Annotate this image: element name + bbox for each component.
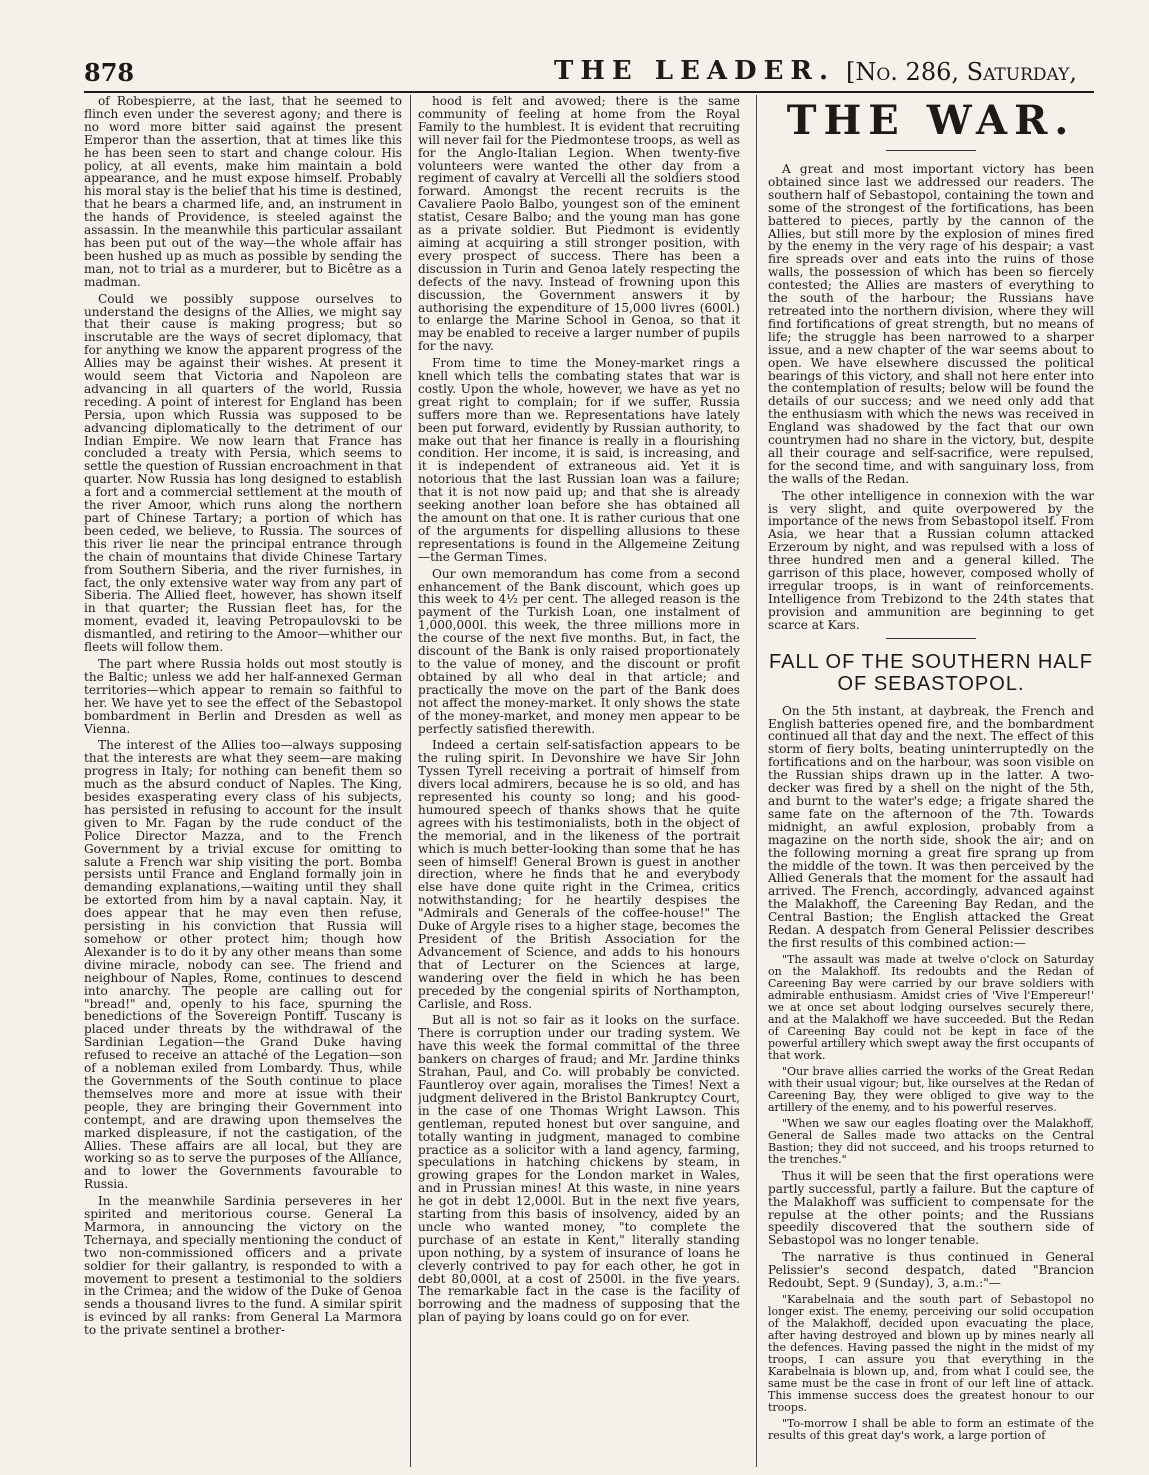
- facing-page-edge: [1126, 100, 1146, 1400]
- column-2: [418, 95, 740, 1470]
- article-paragraph: The narrative is thus continued in General Pelissier's second despatch, dated "Brancion Redoubt, Sept. 9 (Sunday), 3, a.m.:"—: [768, 1250, 1094, 1291]
- article-paragraph: Our own memorandum has come from a second enhancement of the Bank discount, which goes up this week to 4½ per cent. The alleged reason is the payment of the Turkish Loan, one instalment of 1,000,000l. this week, the three millions more in the course of the next five months. But, in fact, the discount of the Bank is only raised proportionately to the value of money, and the discount or profit obtained by all who deal in that article; and practically the move on the part of the Bank does not affect the money-market. It only shows the state of the money-market, and money men appear to be perfectly satisfied therewith.: [418, 566, 740, 736]
- header-rule: [84, 91, 1094, 93]
- newspaper-title: THE LEADER.: [554, 56, 836, 86]
- column-divider: [756, 95, 757, 1467]
- section-title: THE WAR.: [786, 97, 1076, 144]
- article-paragraph: Indeed a certain self-satisfaction appears to be the ruling spirit. In Devonshire we have Sir John Tyssen Tyrell receiving a portrait of himself from divers local admirers, because he is so old, and has represented his county so long; and his good-humoured speech of thanks shows that he quite agrees with his testimonialists, both in the object of the memorial, and in the likeness of the portrait which is much better-looking than some that he has seen of himself! General Brown is guest in another direction, where he finds that he and everybody else have done quite right in the Crimea, critics notwithstanding; for he heartily despises the "Admirals and Generals of the coffee-house!" The Duke of Argyle rises to a higher stage, becomes the President of the British Association for the Advancement of Science, and adds to his honours that of Lecturer on the Sciences at large, wandering over the field in which he has been preceded by the congenial spirits of Northampton, Carlisle, and Ross.: [418, 738, 740, 1011]
- article-paragraph: Thus it will be seen that the first operations were partly successful, partly a failure. But the capture of the Malakhoff was sufficient to compensate for the repulse at the other points; and the Russians speedily discovered that the southern side of Sebastopol was no longer tenable.: [768, 1168, 1094, 1248]
- page-header: [84, 58, 1094, 88]
- article-paragraph: The other intelligence in connexion with the war is very slight, and quite overpowered by the importance of the news from Sebastopol itself. From Asia, we hear that a Russian column attacked Erzeroum by night, and was repulsed with a loss of three hundred men and a general killed. The garrison of this place, however, composed wholly of irregular troops, is in want of reinforcements. Intelligence from Trebizond to the 24th states that provision and ammunition are beginning to get scarce at Kars.: [768, 488, 1094, 632]
- issue-info: [No. 286, Saturday,: [846, 58, 1077, 86]
- quoted-despatch: "Our brave allies carried the works of the Great Redan with their usual vigour; but, like ourselves at the Redan of Careening Bay, they were obliged to give way to the artillery of the enemy, and to his powerful reserves.: [768, 1064, 1094, 1114]
- quoted-despatch: "The assault was made at twelve o'clock on Saturday on the Malakhoff. Its redoubts and the Redan of Careening Bay were carried by our brave soldiers with admirable enthusiasm. Amidst cries of 'Vive l'Empereur!' we at once set about lodging ourselves securely there, and at the Malakhoff we have succeeded. But the Redan of Careening Bay could not be kept in face of the powerful artillery which swept away the first occupants of that work.: [768, 952, 1094, 1062]
- section-rule: [886, 150, 976, 151]
- article-paragraph: But all is not so fair as it looks on the surface. There is corruption under our trading system. We have this week the formal committal of the three bankers on charges of fraud; and Mr. Jardine thinks Strahan, Paul, and Co. will probably be convicted. Fauntleroy over again, moralises the Times! Next a judgment delivered in the Bristol Bankruptcy Court, in the case of one Thomas Wright Lawson. This gentleman, reputed honest but over sanguine, and totally wanting in judgment, managed to combine practice as a solicitor with a land agency, farming, speculations in hatching chickens by steam, in growing grapes for the London market in Wales, and in Prussian mines! At this waste, in nine years he got in debt 12,000l. But in the next five years, starting from this basis of insolvency, aided by an uncle who wanted money, "to complete the purchase of an estate in Kent," literally standing upon nothing, by a system of insurance of loans he cleverly contrived to pay for each other, he got in debt 80,000l, at a cost of 2500l. in the five years. The remarkable fact in the case is the facility of borrowing and the madness of supposing that the plan of paying by loans could go on for ever.: [418, 1013, 740, 1325]
- quoted-despatch: "When we saw our eagles floating over the Malakhoff, General de Salles made two attacks on the Central Bastion; they did not succeed, and his troops returned to the trenches.": [768, 1116, 1094, 1166]
- quoted-despatch: "To-morrow I shall be able to form an estimate of the results of this great day's work, a large portion of: [768, 1417, 1094, 1442]
- article-paragraph: The interest of the Allies too—always supposing that the interests are what they seem—are making progress in Italy; for nothing can benefit them so much as the absurd conduct of Naples. The King, besides exasperating every class of his subjects, has persisted in refusing to account for the insult given to Mr. Fagan by the rude conduct of the Police Director Mazza, and to the French Government by a trivial excuse for omitting to salute a French war ship visiting the port. Bomba persists until France and England formally join in demanding explanations,—waiting until they shall be extorted from him by a naval captain. Nay, it does appear that he may even then refuse, persisting in his conviction that Russia will somehow or other protect him; though how Alexander is to do it by any other means than some divine miracle, nobody can see. The friend and neighbour of Naples, Rome, continues to descend into anarchy. The people are calling out for "bread!" and, openly to his face, spurning the benedictions of the Sovereign Pontiff. Tuscany is placed under threats by the withdrawal of the Sardinian Legation—the Grand Duke having refused to receive an attaché of the Legation—son of a nobleman exiled from Lombardy. Thus, while the Governments of the South continue to place themselves more and more at issue with their people, they are bringing their Government into contempt, and are drawing upon themselves the marked displeasure, if not the castigation, of the Allies. These affairs are all local, but they are working so as to serve the purposes of the Alliance, and to lower the Governments favourable to Russia.: [84, 738, 402, 1192]
- subsection-title: FALL OF THE SOUTHERN HALF OF SEBASTOPOL.: [769, 650, 1093, 695]
- column-1: [84, 95, 402, 1470]
- column-3: [768, 95, 1094, 1470]
- article-paragraph: The part where Russia holds out most stoutly is the Baltic; unless we add her half-annexed German territories—which appear to remain so faithful to her. We have yet to see the effect of the Sebastopol bombardment in Berlin and Dresden as well as Vienna.: [84, 656, 402, 736]
- quoted-despatch: "Karabelnaia and the south part of Sebastopol no longer exist. The enemy, perceiving our solid occupation of the Malakhoff, decided upon evacuating the place, after having destroyed and blown up by mines nearly all the defences. Having passed the night in the midst of my troops, I can assure you that everything in the Karabelnaia is blown up, and, from what I could see, the same must be the case in front of our left line of attack. This immense success does the greatest honour to our troops.: [768, 1293, 1094, 1414]
- article-paragraph: hood is felt and avowed; there is the same community of feeling at home from the Royal Family to the humblest. It is evident that recruiting will never fail for the Piedmontese troops, as well as for the Anglo-Italian Legion. When twenty-five volunteers were wanted the other day from a regiment of cavalry at Vercelli all the soldiers stood forward. Amongst the recent recruits is the Cavaliere Paolo Balbo, youngest son of the eminent statist, Cesare Balbo; and the young man has gone as a private soldier. But Piedmont is evidently aiming at acquiring a still stronger position, with every prospect of success. There has been a discussion in Turin and Genoa lately respecting the defects of the navy. Instead of frowning upon this discussion, the Government answers it by authorising the expenditure of 15,000 livres (600l.) to enlarge the Marine School in Genoa, so that it may be enabled to receive a larger number of pupils for the navy.: [418, 95, 740, 354]
- article-paragraph: From time to time the Money-market rings a knell which tells the combating states that war is costly. Upon the whole, however, we have as yet no great right to complain; for if we suffer, Russia suffers more than we. Representations have lately been put forward, evidently by Russian authority, to make out that her finance is really in a flourishing condition. Her income, it is said, is increasing, and it is independent of extraneous aid. Yet it is notorious that the last Russian loan was a failure; that it is not now paid up; and that she is already seeking another loan before she has obtained all the amount on that one. It is rather curious that one of the arguments for dispelling allusions to these representations is found in the Allgemeine Zeitung—the German Times.: [418, 356, 740, 564]
- article-paragraph: Could we possibly suppose ourselves to understand the designs of the Allies, we might say that their cause is making progress; but so inscrutable are the ways of secret diplomacy, that for anything we know the apparent progress of the Allies may be against their wishes. At present it would seem that Victoria and Napoleon are advancing in all quarters of the world, Russia receding. A point of interest for England has been Persia, upon which Russia was supposed to be advancing diplomatically to the detriment of our Indian Empire. We now learn that France has concluded a treaty with Persia, which seems to settle the question of Russian encroachment in that quarter. Now Russia has long designed to establish a fort and a commercial settlement at the mouth of the river Amoor, which runs along the northern part of Chinese Tartary; a portion of which has been ceded, we believe, to Russia. The sources of this river lie near the principal entrance through the chain of mountains that divide Chinese Tartary from Southern Siberia, and the river furnishes, in fact, the only extensive water way from any part of Siberia. The Allied fleet, however, has shown itself in that quarter; the Russian fleet has, for the moment, evaded it, leaving Petropaulovski to be dismantled, and retiring to the Amoor—whither our fleets will follow them.: [84, 291, 402, 655]
- column-divider: [410, 95, 411, 1467]
- article-paragraph: On the 5th instant, at daybreak, the French and English batteries opened fire, and the bombardment continued all that day and the next. The effect of this storm of fiery bolts, beating uninterruptedly on the fortifications and on the harbour, was soon visible on the Russian ships drawn up in the latter. A two-decker was fired by a shell on the night of the 5th, and burnt to the water's edge; a frigate shared the same fate on the afternoon of the 7th. Towards midnight, an awful explosion, probably from a magazine on the north side, shook the air; and on the following morning a great fire sprang up from the middle of the town. It was then perceived by the Allied Generals that the moment for the assault had arrived. The French, accordingly, advanced against the Malakhoff, the Careening Bay Redan, and the Central Bastion; the English attacked the Great Redan. A despatch from General Pelissier describes the first results of this combined action:—: [768, 703, 1094, 950]
- section-rule: [886, 638, 976, 639]
- page-number: 878: [84, 58, 135, 87]
- article-paragraph: In the meanwhile Sardinia perseveres in her spirited and meritorious course. General La Marmora, in announcing the victory on the Tchernaya, and specially mentioning the conduct of two non-commissioned officers and a private soldier for their gallantry, is responded to with a movement to present a testimonial to the soldiers in the Crimea; and the widow of the Duke of Genoa sends a thousand livres to the fund. A similar spirit is evinced by all ranks: from General La Marmora to the private sentinel a brother-: [84, 1194, 402, 1338]
- article-paragraph: of Robespierre, at the last, that he seemed to flinch even under the severest agony; and there is no word more bitter said against the present Emperor than the assertion, that at times like this he has been seen to start and change colour. His policy, at all events, make him maintain a bold appearance, and he must expose himself. Probably his moral stay is the belief that his time is destined, that he bears a charmed life, and, an instrument in the hands of Providence, is steeled against the assassin. In the meanwhile this particular assailant has been put out of the way—the whole affair has been hushed up as much as possible by sending the man, not to trial as a murderer, but to Bicêtre as a madman.: [84, 95, 402, 289]
- article-paragraph: A great and most important victory has been obtained since last we addressed our readers. The southern half of Sebastopol, containing the town and some of the strongest of the fortifications, has been battered to pieces, partly by the cannon of the Allies, but still more by the explosion of mines fired by the enemy in the very rage of his despair; a vast fire spreads over and eats into the ruins of those walls, the possession of which has been so fiercely contested; the Allies are masters of everything to the south of the harbour; the Russians have retreated into the northern division, where they will find fortifications of great strength, but no means of life; the struggle has been narrowed to a sharper issue, and a new chapter of the war seems about to open. We have elsewhere discussed the political bearings of this victory, and shall not here enter into the contemplation of results; below will be found the details of our success; and we need only add that the enthusiasm with which the news was received in England was shadowed by the fact that our own countrymen had no share in the victory, but, despite all their courage and self-sacrifice, were repulsed, for the second time, and with sanguinary loss, from the walls of the Redan.: [768, 162, 1094, 486]
